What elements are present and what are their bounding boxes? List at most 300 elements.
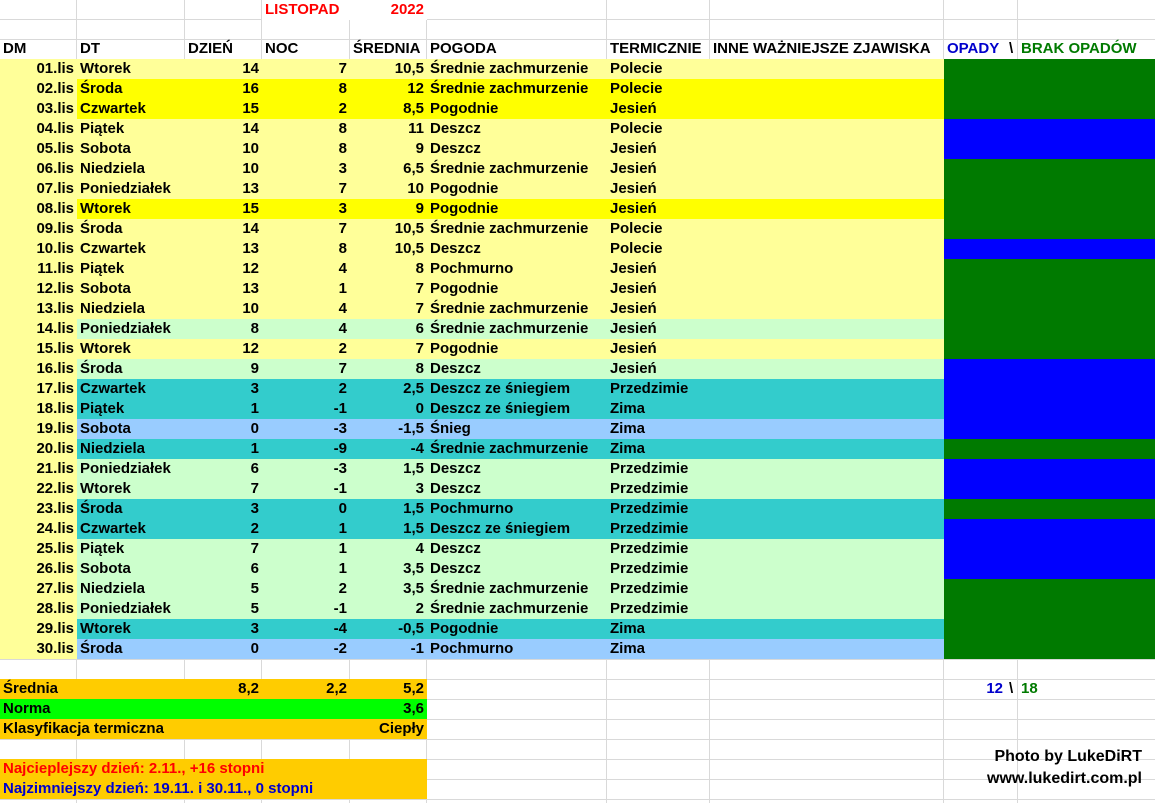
cell-day: 3 xyxy=(185,499,262,519)
cell-other xyxy=(710,359,944,379)
cell-night: 0 xyxy=(262,499,350,519)
cell-day: 7 xyxy=(185,539,262,559)
col-header-weather: POGODA xyxy=(430,40,497,57)
cell-dt: Środa xyxy=(77,359,185,379)
cell-dt: Niedziela xyxy=(77,579,185,599)
cell-day: 14 xyxy=(185,119,262,139)
cell-avg: 12 xyxy=(350,79,427,99)
precip-marker xyxy=(944,459,1155,479)
cell-weather: Średnie zachmurzenie xyxy=(427,59,607,79)
norm-value: 3,6 xyxy=(350,699,427,719)
cell-thermal: Jesień xyxy=(607,319,710,339)
col-header-dt: DT xyxy=(80,40,100,57)
grid-line-h xyxy=(0,659,1155,660)
cell-weather: Deszcz xyxy=(427,559,607,579)
cell-avg: -1 xyxy=(350,639,427,659)
cell-dm: 16.lis xyxy=(0,359,77,379)
cell-thermal: Przedzimie xyxy=(607,559,710,579)
cell-thermal: Jesień xyxy=(607,359,710,379)
cell-dm: 17.lis xyxy=(0,379,77,399)
cell-thermal: Jesień xyxy=(607,179,710,199)
cell-day: 10 xyxy=(185,299,262,319)
cell-dm: 02.lis xyxy=(0,79,77,99)
cell-other xyxy=(710,299,944,319)
cell-dt: Piątek xyxy=(77,399,185,419)
cell-other xyxy=(710,519,944,539)
cell-other xyxy=(710,379,944,399)
cell-night: 8 xyxy=(262,139,350,159)
precip-sep: \ xyxy=(1009,680,1014,697)
cell-night: 2 xyxy=(262,379,350,399)
cell-dt: Środa xyxy=(77,499,185,519)
cell-night: 8 xyxy=(262,79,350,99)
cell-day: 5 xyxy=(185,599,262,619)
cell-weather: Średnie zachmurzenie xyxy=(427,599,607,619)
cell-thermal: Polecie xyxy=(607,119,710,139)
cell-dm: 25.lis xyxy=(0,539,77,559)
cell-thermal: Zima xyxy=(607,399,710,419)
cell-dt: Czwartek xyxy=(77,379,185,399)
cell-avg: 8 xyxy=(350,359,427,379)
cell-dm: 27.lis xyxy=(0,579,77,599)
cell-dt: Piątek xyxy=(77,259,185,279)
cell-avg: -0,5 xyxy=(350,619,427,639)
cell-night: 1 xyxy=(262,279,350,299)
cell-other xyxy=(710,479,944,499)
site-credit: www.lukedirt.com.pl xyxy=(987,770,1142,787)
cell-night: 7 xyxy=(262,59,350,79)
cell-other xyxy=(710,459,944,479)
cell-day: 5 xyxy=(185,579,262,599)
cell-dm: 01.lis xyxy=(0,59,77,79)
cell-thermal: Zima xyxy=(607,619,710,639)
dry-days: 18 xyxy=(1021,680,1038,697)
cell-dm: 18.lis xyxy=(0,399,77,419)
cell-day: 10 xyxy=(185,139,262,159)
cell-weather: Pogodnie xyxy=(427,99,607,119)
cell-avg: 11 xyxy=(350,119,427,139)
cell-day: 0 xyxy=(185,419,262,439)
cell-weather: Średnie zachmurzenie xyxy=(427,79,607,99)
cell-weather: Pochmurno xyxy=(427,499,607,519)
cell-other xyxy=(710,499,944,519)
cell-thermal: Przedzimie xyxy=(607,539,710,559)
cell-dm: 19.lis xyxy=(0,419,77,439)
cell-night: -1 xyxy=(262,479,350,499)
cell-day: 8 xyxy=(185,319,262,339)
cell-dt: Wtorek xyxy=(77,199,185,219)
avg-day: 8,2 xyxy=(185,679,262,699)
cell-dm: 28.lis xyxy=(0,599,77,619)
cell-day: 14 xyxy=(185,219,262,239)
cell-weather: Średnie zachmurzenie xyxy=(427,159,607,179)
cell-night: -3 xyxy=(262,459,350,479)
cell-thermal: Jesień xyxy=(607,139,710,159)
dry-marker xyxy=(944,499,1155,519)
cell-dm: 30.lis xyxy=(0,639,77,659)
cell-thermal: Zima xyxy=(607,419,710,439)
col-header-noprecip: BRAK OPADÓW xyxy=(1021,40,1137,57)
cell-thermal: Polecie xyxy=(607,219,710,239)
coldest-day: Najzimniejszy dzień: 19.11. i 30.11., 0 stopni xyxy=(0,779,427,799)
cell-day: 13 xyxy=(185,179,262,199)
cell-other xyxy=(710,399,944,419)
grid-line-h xyxy=(0,799,1155,800)
cell-dm: 14.lis xyxy=(0,319,77,339)
cell-weather: Deszcz xyxy=(427,239,607,259)
cell-thermal: Przedzimie xyxy=(607,579,710,599)
cell-thermal: Przedzimie xyxy=(607,459,710,479)
cell-avg: 0 xyxy=(350,399,427,419)
cell-dt: Poniedziałek xyxy=(77,179,185,199)
cell-dm: 07.lis xyxy=(0,179,77,199)
cell-weather: Deszcz xyxy=(427,459,607,479)
cell-avg: 10,5 xyxy=(350,239,427,259)
cell-day: 3 xyxy=(185,379,262,399)
cell-dt: Niedziela xyxy=(77,159,185,179)
cell-dm: 21.lis xyxy=(0,459,77,479)
cell-thermal: Jesień xyxy=(607,99,710,119)
cell-thermal: Przedzimie xyxy=(607,499,710,519)
precip-marker xyxy=(944,539,1155,559)
cell-thermal: Polecie xyxy=(607,79,710,99)
cell-other xyxy=(710,159,944,179)
cell-other xyxy=(710,99,944,119)
cell-thermal: Polecie xyxy=(607,59,710,79)
cell-night: 2 xyxy=(262,99,350,119)
cell-avg: 7 xyxy=(350,279,427,299)
cell-other xyxy=(710,199,944,219)
cell-thermal: Zima xyxy=(607,439,710,459)
precip-marker xyxy=(944,139,1155,159)
dry-marker xyxy=(944,279,1155,299)
cell-weather: Pogodnie xyxy=(427,179,607,199)
cell-night: -3 xyxy=(262,419,350,439)
col-header-day: DZIEŃ xyxy=(188,40,233,57)
avg-avg: 5,2 xyxy=(350,679,427,699)
cell-dm: 26.lis xyxy=(0,559,77,579)
precip-marker xyxy=(944,239,1155,259)
cell-weather: Deszcz xyxy=(427,479,607,499)
cell-thermal: Przedzimie xyxy=(607,599,710,619)
dry-marker xyxy=(944,79,1155,99)
cell-dm: 15.lis xyxy=(0,339,77,359)
cell-other xyxy=(710,339,944,359)
cell-avg: 3 xyxy=(350,479,427,499)
cell-other xyxy=(710,579,944,599)
cell-avg: -1,5 xyxy=(350,419,427,439)
cell-dt: Poniedziałek xyxy=(77,599,185,619)
cell-weather: Deszcz xyxy=(427,539,607,559)
cell-avg: 8 xyxy=(350,259,427,279)
avg-label: Średnia xyxy=(0,679,185,699)
dry-marker xyxy=(944,99,1155,119)
cell-dt: Czwartek xyxy=(77,239,185,259)
grid-line-h xyxy=(0,739,1155,740)
dry-marker xyxy=(944,59,1155,79)
cell-dt: Sobota xyxy=(77,419,185,439)
cell-weather: Deszcz ze śniegiem xyxy=(427,519,607,539)
cell-weather: Pogodnie xyxy=(427,199,607,219)
cell-day: 0 xyxy=(185,639,262,659)
cell-avg: 1,5 xyxy=(350,459,427,479)
cell-dm: 20.lis xyxy=(0,439,77,459)
cell-weather: Deszcz xyxy=(427,359,607,379)
cell-avg: 1,5 xyxy=(350,499,427,519)
precip-marker xyxy=(944,359,1155,379)
cell-avg: 9 xyxy=(350,199,427,219)
cell-weather: Średnie zachmurzenie xyxy=(427,439,607,459)
cell-thermal: Jesień xyxy=(607,299,710,319)
precip-days: 12 xyxy=(986,680,1003,697)
cell-day: 2 xyxy=(185,519,262,539)
cell-avg: 8,5 xyxy=(350,99,427,119)
cell-dm: 10.lis xyxy=(0,239,77,259)
class-value: Ciepły xyxy=(350,719,427,739)
dry-marker xyxy=(944,339,1155,359)
cell-weather: Średnie zachmurzenie xyxy=(427,299,607,319)
cell-night: 8 xyxy=(262,239,350,259)
dry-marker xyxy=(944,199,1155,219)
cell-night: 1 xyxy=(262,519,350,539)
cell-weather: Pogodnie xyxy=(427,619,607,639)
cell-weather: Pogodnie xyxy=(427,339,607,359)
cell-night: -4 xyxy=(262,619,350,639)
cell-night: 7 xyxy=(262,219,350,239)
dry-marker xyxy=(944,319,1155,339)
class-label: Klasyfikacja termiczna xyxy=(0,719,350,739)
cell-other xyxy=(710,539,944,559)
cell-dt: Wtorek xyxy=(77,339,185,359)
cell-avg: 3,5 xyxy=(350,559,427,579)
cell-dt: Wtorek xyxy=(77,619,185,639)
cell-night: -1 xyxy=(262,599,350,619)
cell-other xyxy=(710,439,944,459)
cell-other xyxy=(710,279,944,299)
cell-avg: 9 xyxy=(350,139,427,159)
cell-dm: 05.lis xyxy=(0,139,77,159)
cell-weather: Deszcz xyxy=(427,139,607,159)
cell-dt: Sobota xyxy=(77,139,185,159)
cell-dm: 03.lis xyxy=(0,99,77,119)
cell-dt: Sobota xyxy=(77,279,185,299)
col-header-avg: ŚREDNIA xyxy=(353,40,421,57)
cell-day: 16 xyxy=(185,79,262,99)
cell-avg: 3,5 xyxy=(350,579,427,599)
precip-marker xyxy=(944,419,1155,439)
cell-night: 7 xyxy=(262,179,350,199)
dry-marker xyxy=(944,599,1155,619)
cell-dt: Piątek xyxy=(77,539,185,559)
cell-dt: Sobota xyxy=(77,559,185,579)
precip-marker xyxy=(944,479,1155,499)
cell-day: 12 xyxy=(185,259,262,279)
dry-marker xyxy=(944,299,1155,319)
cell-day: 6 xyxy=(185,459,262,479)
cell-thermal: Polecie xyxy=(607,239,710,259)
cell-weather: Śnieg xyxy=(427,419,607,439)
cell-thermal: Zima xyxy=(607,639,710,659)
cell-night: 4 xyxy=(262,319,350,339)
dry-marker xyxy=(944,159,1155,179)
cell-dt: Poniedziałek xyxy=(77,319,185,339)
cell-dt: Wtorek xyxy=(77,59,185,79)
cell-day: 3 xyxy=(185,619,262,639)
warmest-day: Najcieplejszy dzień: 2.11., +16 stopni xyxy=(0,759,427,779)
dry-marker xyxy=(944,259,1155,279)
dry-marker xyxy=(944,219,1155,239)
cell-other xyxy=(710,619,944,639)
cell-avg: 6,5 xyxy=(350,159,427,179)
cell-avg: 10 xyxy=(350,179,427,199)
cell-avg: 2,5 xyxy=(350,379,427,399)
cell-day: 13 xyxy=(185,279,262,299)
cell-weather: Średnie zachmurzenie xyxy=(427,579,607,599)
cell-dm: 24.lis xyxy=(0,519,77,539)
cell-dm: 09.lis xyxy=(0,219,77,239)
cell-weather: Pochmurno xyxy=(427,259,607,279)
cell-dt: Czwartek xyxy=(77,519,185,539)
cell-dm: 11.lis xyxy=(0,259,77,279)
cell-avg: 1,5 xyxy=(350,519,427,539)
cell-other xyxy=(710,419,944,439)
cell-dm: 22.lis xyxy=(0,479,77,499)
cell-weather: Pochmurno xyxy=(427,639,607,659)
dry-marker xyxy=(944,579,1155,599)
cell-weather: Pogodnie xyxy=(427,279,607,299)
cell-night: -9 xyxy=(262,439,350,459)
cell-day: 13 xyxy=(185,239,262,259)
cell-dm: 23.lis xyxy=(0,499,77,519)
cell-dm: 29.lis xyxy=(0,619,77,639)
cell-day: 14 xyxy=(185,59,262,79)
col-header-night: NOC xyxy=(265,40,299,57)
cell-dm: 06.lis xyxy=(0,159,77,179)
cell-day: 15 xyxy=(185,199,262,219)
cell-dt: Środa xyxy=(77,79,185,99)
cell-thermal: Jesień xyxy=(607,259,710,279)
cell-day: 12 xyxy=(185,339,262,359)
cell-other xyxy=(710,259,944,279)
dry-marker xyxy=(944,639,1155,659)
cell-dt: Wtorek xyxy=(77,479,185,499)
cell-night: 4 xyxy=(262,259,350,279)
cell-thermal: Jesień xyxy=(607,339,710,359)
precip-marker xyxy=(944,379,1155,399)
cell-thermal: Przedzimie xyxy=(607,519,710,539)
cell-other xyxy=(710,79,944,99)
cell-other xyxy=(710,59,944,79)
col-header-dm: DM xyxy=(3,40,27,57)
cell-night: -2 xyxy=(262,639,350,659)
cell-day: 7 xyxy=(185,479,262,499)
precip-marker xyxy=(944,119,1155,139)
cell-thermal: Jesień xyxy=(607,199,710,219)
cell-dm: 13.lis xyxy=(0,299,77,319)
cell-day: 6 xyxy=(185,559,262,579)
cell-night: 1 xyxy=(262,539,350,559)
cell-thermal: Jesień xyxy=(607,159,710,179)
cell-weather: Deszcz xyxy=(427,119,607,139)
cell-other xyxy=(710,219,944,239)
cell-night: 3 xyxy=(262,159,350,179)
precip-marker xyxy=(944,399,1155,419)
cell-weather: Deszcz ze śniegiem xyxy=(427,379,607,399)
cell-other xyxy=(710,559,944,579)
grid-line-h xyxy=(0,19,1155,20)
cell-other xyxy=(710,139,944,159)
cell-other xyxy=(710,639,944,659)
cell-dt: Niedziela xyxy=(77,299,185,319)
cell-dt: Piątek xyxy=(77,119,185,139)
col-header-thermal: TERMICZNIE xyxy=(610,40,702,57)
cell-day: 10 xyxy=(185,159,262,179)
cell-dt: Środa xyxy=(77,639,185,659)
cell-day: 15 xyxy=(185,99,262,119)
cell-dm: 12.lis xyxy=(0,279,77,299)
cell-dt: Środa xyxy=(77,219,185,239)
dry-marker xyxy=(944,619,1155,639)
cell-day: 1 xyxy=(185,399,262,419)
cell-avg: 2 xyxy=(350,599,427,619)
cell-dt: Poniedziałek xyxy=(77,459,185,479)
cell-night: 7 xyxy=(262,359,350,379)
dry-marker xyxy=(944,439,1155,459)
cell-night: 3 xyxy=(262,199,350,219)
photo-credit: Photo by LukeDiRT xyxy=(994,748,1142,765)
cell-other xyxy=(710,319,944,339)
cell-avg: -4 xyxy=(350,439,427,459)
precip-marker xyxy=(944,559,1155,579)
cell-avg: 10,5 xyxy=(350,219,427,239)
col-header-sep: \ xyxy=(1009,40,1014,57)
cell-weather: Średnie zachmurzenie xyxy=(427,319,607,339)
cell-night: 8 xyxy=(262,119,350,139)
col-header-precip: OPADY xyxy=(947,40,1000,57)
cell-avg: 7 xyxy=(350,339,427,359)
cell-avg: 4 xyxy=(350,539,427,559)
cell-thermal: Jesień xyxy=(607,279,710,299)
cell-dt: Niedziela xyxy=(77,439,185,459)
cell-night: 2 xyxy=(262,339,350,359)
cell-dm: 08.lis xyxy=(0,199,77,219)
cell-dm: 04.lis xyxy=(0,119,77,139)
cell-avg: 7 xyxy=(350,299,427,319)
avg-night: 2,2 xyxy=(262,679,350,699)
cell-other xyxy=(710,239,944,259)
cell-night: 1 xyxy=(262,559,350,579)
cell-other xyxy=(710,599,944,619)
col-header-other: INNE WAŻNIEJSZE ZJAWISKA xyxy=(713,40,931,57)
cell-weather: Deszcz ze śniegiem xyxy=(427,399,607,419)
cell-avg: 10,5 xyxy=(350,59,427,79)
cell-dt: Czwartek xyxy=(77,99,185,119)
month-title: LISTOPAD xyxy=(262,0,350,20)
cell-other xyxy=(710,179,944,199)
cell-avg: 6 xyxy=(350,319,427,339)
cell-day: 1 xyxy=(185,439,262,459)
dry-marker xyxy=(944,179,1155,199)
cell-other xyxy=(710,119,944,139)
cell-night: 4 xyxy=(262,299,350,319)
cell-night: 2 xyxy=(262,579,350,599)
norm-label: Norma xyxy=(0,699,350,719)
cell-thermal: Przedzimie xyxy=(607,479,710,499)
year-title: 2022 xyxy=(350,0,427,20)
precip-marker xyxy=(944,519,1155,539)
cell-weather: Średnie zachmurzenie xyxy=(427,219,607,239)
cell-night: -1 xyxy=(262,399,350,419)
